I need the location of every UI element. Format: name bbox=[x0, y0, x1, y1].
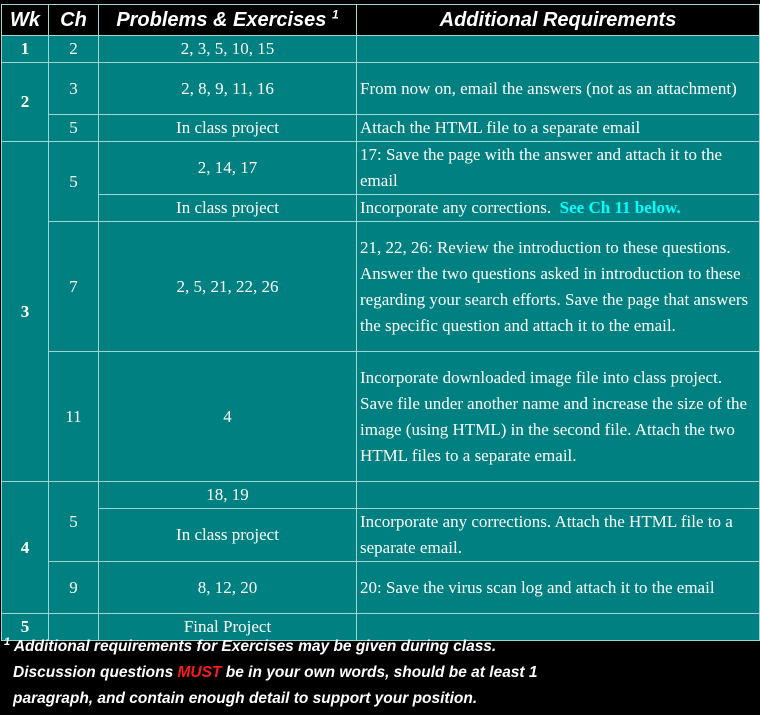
header-problems bbox=[99, 5, 357, 36]
requirements-cell: Attach the HTML file to a separate email bbox=[357, 115, 760, 142]
problems-cell: 2, 8, 9, 11, 16 bbox=[99, 63, 357, 115]
footnote bbox=[4, 634, 756, 712]
requirements-cell: From now on, email the answers (not as an attachment) bbox=[357, 63, 760, 115]
problems-cell: In class project bbox=[99, 195, 357, 222]
requirements-cell bbox=[357, 195, 760, 222]
problems-cell: In class project bbox=[99, 115, 357, 142]
footnote-line-2 bbox=[4, 660, 756, 686]
footnote-text-2a: Discussion questions bbox=[13, 664, 178, 681]
chapter-cell: 2 bbox=[49, 36, 99, 63]
table-row bbox=[2, 36, 760, 63]
table-row bbox=[2, 63, 760, 115]
chapter-cell: 5 bbox=[49, 115, 99, 142]
requirements-cell bbox=[357, 36, 760, 63]
requirements-cell bbox=[357, 482, 760, 509]
problems-cell: 2, 3, 5, 10, 15 bbox=[99, 36, 357, 63]
footnote-text-2b: be in your own words, should be at least 1 bbox=[225, 664, 538, 681]
chapter-cell: 5 bbox=[49, 142, 99, 222]
header-requirements: Additional Requirements bbox=[357, 5, 760, 36]
chapter-cell: 7 bbox=[49, 222, 99, 352]
table-row bbox=[2, 509, 760, 562]
footnote-text-1: Additional requirements for Exercises may be given during class. bbox=[13, 638, 497, 655]
problems-cell: 4 bbox=[99, 352, 357, 482]
requirements-cell: 17: Save the page with the answer and attach it to the email bbox=[357, 142, 760, 195]
chapter-cell: 9 bbox=[49, 562, 99, 614]
must-emphasis: MUST bbox=[177, 664, 222, 681]
problems-cell: 8, 12, 20 bbox=[99, 562, 357, 614]
see-ch11-note: See Ch 11 below. bbox=[559, 198, 681, 217]
chapter-cell: 11 bbox=[49, 352, 99, 482]
week-cell: 1 bbox=[2, 36, 49, 63]
table-row bbox=[2, 142, 760, 195]
week-cell: 3 bbox=[2, 142, 49, 482]
chapter-cell: 5 bbox=[49, 482, 99, 562]
header-ch: Ch bbox=[49, 5, 99, 36]
problems-cell: In class project bbox=[99, 509, 357, 562]
table-row bbox=[2, 562, 760, 614]
problems-cell: 2, 14, 17 bbox=[99, 142, 357, 195]
table-row bbox=[2, 195, 760, 222]
week-cell: 4 bbox=[2, 482, 49, 614]
week-cell: 2 bbox=[2, 63, 49, 142]
footnote-marker: 1 bbox=[332, 6, 339, 21]
requirements-cell: 21, 22, 26: Review the introduction to these questions. Answer the two questions asked in introduction to these regarding your search efforts. Save the page that answers the specific question and attach it to the email. bbox=[357, 222, 760, 352]
problems-cell: 2, 5, 21, 22, 26 bbox=[99, 222, 357, 352]
problems-cell: 18, 19 bbox=[99, 482, 357, 509]
table-row bbox=[2, 352, 760, 482]
header-wk: Wk bbox=[2, 5, 49, 36]
requirements-cell: Incorporate any corrections. Attach the HTML file to a separate email. bbox=[357, 509, 760, 562]
table-row bbox=[2, 115, 760, 142]
requirements-text: Incorporate any corrections. bbox=[360, 198, 552, 217]
requirements-cell: 20: Save the virus scan log and attach it to the email bbox=[357, 562, 760, 614]
problems-cell: Final Project bbox=[99, 614, 357, 641]
footnote-line-3: paragraph, and contain enough detail to support your position. bbox=[13, 690, 478, 707]
chapter-cell: 3 bbox=[49, 63, 99, 115]
week-cell: 5 bbox=[2, 614, 49, 641]
footnote-mark: 1 bbox=[4, 635, 11, 648]
requirements-cell: Incorporate downloaded image file into class project. Save file under another name and increase the size of the image (using HTML) in the second file. Attach the two HTML files to a separate email. bbox=[357, 352, 760, 482]
header-problems-label: Problems & Exercises bbox=[116, 8, 327, 31]
header-row bbox=[2, 5, 760, 36]
table-row bbox=[2, 222, 760, 352]
schedule-table bbox=[1, 4, 760, 641]
table-row bbox=[2, 482, 760, 509]
footnote-line-1 bbox=[4, 634, 756, 660]
